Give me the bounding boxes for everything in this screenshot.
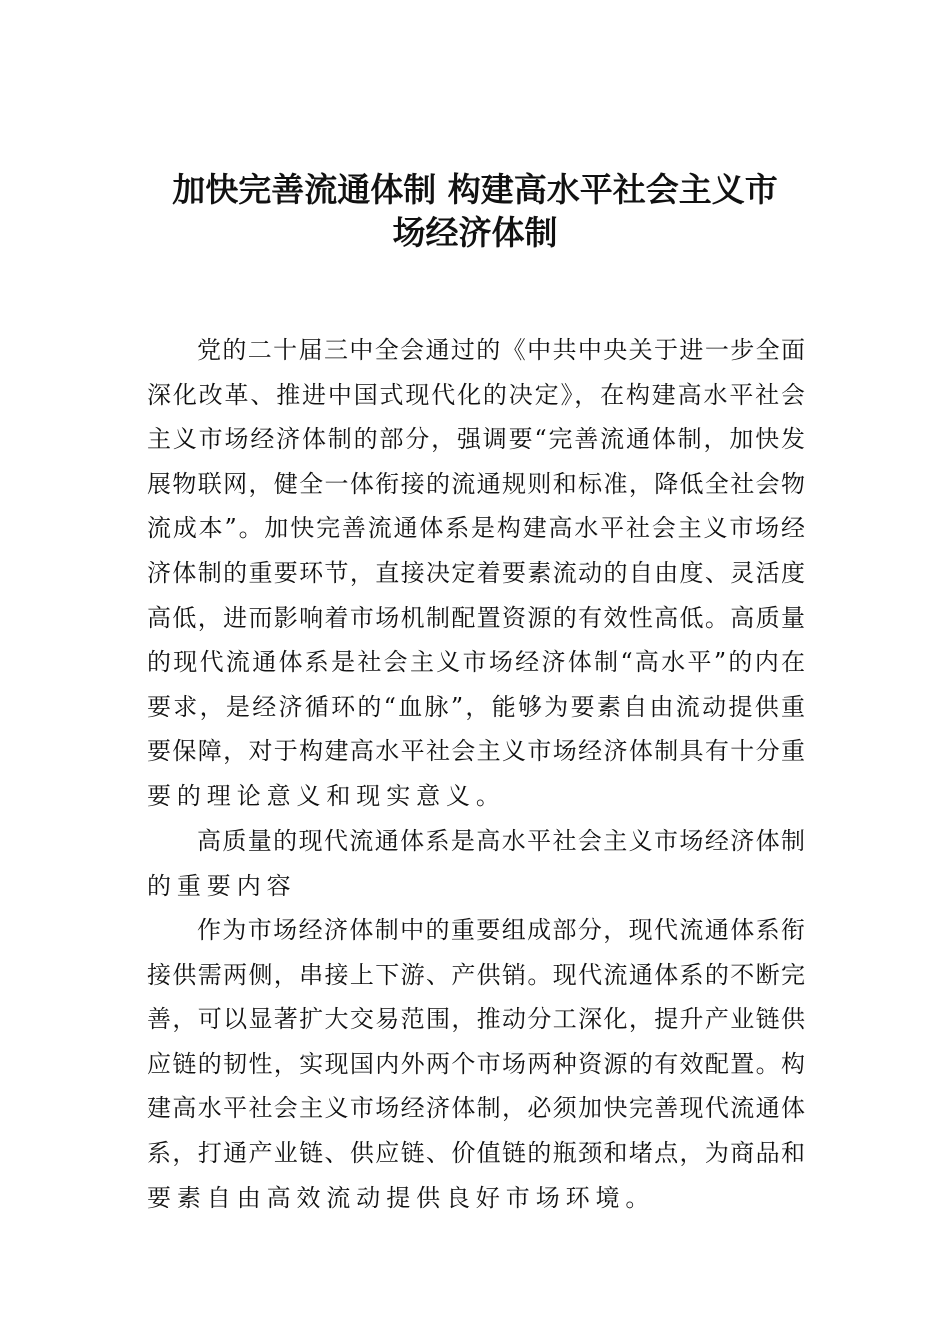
document-title-line-1: 加快完善流通体制 构建高水平社会主义市 bbox=[172, 170, 778, 209]
text-line: 接供需两侧，串接上下游、产供销。现代流通体系的不断完 bbox=[147, 960, 805, 989]
text-line: 要求，是经济循环的“血脉”，能够为要素自由流动提供重 bbox=[147, 692, 805, 721]
text-line: 的重要内容 bbox=[147, 871, 297, 900]
text-line: 深化改革、推进中国式现代化的决定》，在构建高水平社会 bbox=[147, 380, 805, 409]
text-line: 要的理论意义和现实意义。 bbox=[147, 781, 506, 810]
text-line: 主义市场经济体制的部分，强调要“完善流通体制，加快发 bbox=[147, 425, 805, 454]
paragraph-intro bbox=[147, 328, 805, 819]
text-line: 流成本”。加快完善流通体系是构建高水平社会主义市场经 bbox=[147, 514, 805, 543]
text-line: 要素自由高效流动提供良好市场环境。 bbox=[147, 1183, 656, 1212]
text-line: 善，可以显著扩大交易范围，推动分工深化，提升产业链供 bbox=[147, 1005, 805, 1034]
text-line: 济体制的重要环节，直接决定着要素流动的自由度、灵活度 bbox=[147, 558, 805, 587]
text-line: 系，打通产业链、供应链、价值链的瓶颈和堵点，为商品和 bbox=[147, 1138, 805, 1167]
text-line: 作为市场经济体制中的重要组成部分，现代流通体系衔 bbox=[197, 916, 805, 944]
text-line: 的现代流通体系是社会主义市场经济体制“高水平”的内在 bbox=[147, 648, 805, 677]
text-line: 要保障，对于构建高水平社会主义市场经济体制具有十分重 bbox=[147, 737, 805, 766]
document-title-line-2: 场经济体制 bbox=[392, 213, 558, 252]
text-line: 高质量的现代流通体系是高水平社会主义市场经济体制 bbox=[197, 827, 805, 855]
text-line: 展物联网，健全一体衔接的流通规则和标准，降低全社会物 bbox=[147, 469, 805, 498]
text-line: 应链的韧性，实现国内外两个市场两种资源的有效配置。构 bbox=[147, 1049, 805, 1078]
text-line: 党的二十届三中全会通过的《中共中央关于进一步全面 bbox=[197, 336, 805, 364]
text-line: 建高水平社会主义市场经济体制，必须加快完善现代流通体 bbox=[147, 1094, 805, 1123]
section-heading bbox=[147, 819, 805, 908]
text-line: 高低，进而影响着市场机制配置资源的有效性高低。高质量 bbox=[147, 603, 805, 632]
paragraph-section-1 bbox=[147, 908, 805, 1220]
